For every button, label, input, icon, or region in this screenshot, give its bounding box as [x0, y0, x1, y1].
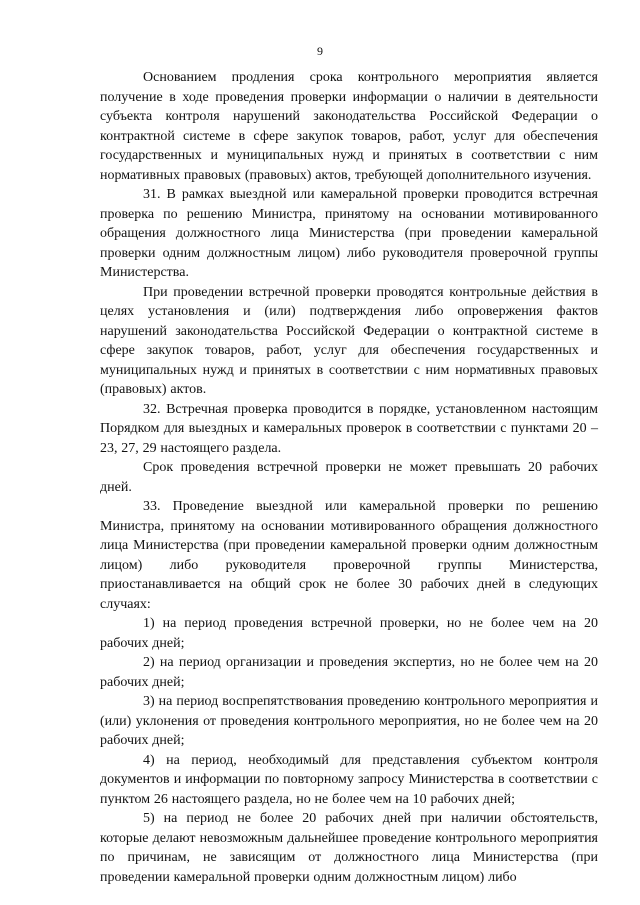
paragraph-item-31: 31. В рамках выездной или камеральной проверки проводится встречная проверка по решению Министра, принятому на основании мотивированного обращения должностного лица Министерства (при проведении камеральной проверки одним должностным лицом) либо руководителя проверочной группы Министерства. [100, 187, 598, 280]
page-number: 9 [317, 44, 323, 58]
paragraph-item-33: 33. Проведение выездной или камеральной проверки по решению Министра, принятому на основании мотивированного обращения должностного лица Министерства (при проведении камеральной проверки одним должностным лицом) либо руководителя проверочной группы Министерства, приостанавливается на общий срок не более 30 рабочих дней в следующих случаях: [100, 499, 598, 612]
paragraph-counter-check-actions: При проведении встречной проверки проводятся контрольные действия в целях установления и (или) подтверждения либо опровержения фактов нарушений законодательства Российской Федерации о контрактной системе в сфере закупок товаров, работ, услуг для обеспечения государственных и муниципальных нужд и принятых в соответствии с ним нормативных правовых (правовых) актов. [100, 284, 598, 397]
document-body [100, 68, 598, 887]
list-item-4: 4) на период, необходимый для представления субъектом контроля документов и информации по повторному запросу Министерства в соответствии с пунктом 26 настоящего раздела, но не более чем на 10 рабочих дней; [100, 752, 598, 807]
list-item-1: 1) на период проведения встречной проверки, но не более чем на 20 рабочих дней; [100, 616, 598, 651]
list-item-5: 5) на период не более 20 рабочих дней при наличии обстоятельств, которые делают невозможным дальнейшее проведение контрольного мероприятия по причинам, не зависящим от должностного лица Министерства (при проведении камеральной проверки одним должностным лицом) либо [100, 811, 598, 885]
paragraph-counter-check-term: Срок проведения встречной проверки не может превышать 20 рабочих дней. [100, 460, 598, 495]
paragraph-extension-basis: Основанием продления срока контрольного мероприятия является получение в ходе проведения проверки информации о наличии в деятельности субъекта контроля нарушений законодательства Российской Федерации о контрактной системе в сфере закупок товаров, работ, услуг для обеспечения государственных и муниципальных нужд и принятых в соответствии с ним нормативных правовых (правовых) актов, требующей дополнительного изучения. [100, 70, 598, 183]
list-item-3: 3) на период воспрепятствования проведению контрольного мероприятия и (или) уклонения от проведения контрольного мероприятия, но не более чем на 20 рабочих дней; [100, 694, 598, 748]
paragraph-item-32: 32. Встречная проверка проводится в порядке, установленном настоящим Порядком для выездных и камеральных проверок в соответствии с пунктами 20 – 23, 27, 29 настоящего раздела. [100, 401, 598, 456]
list-item-2: 2) на период организации и проведения экспертиз, но не более чем на 20 рабочих дней; [100, 655, 598, 690]
